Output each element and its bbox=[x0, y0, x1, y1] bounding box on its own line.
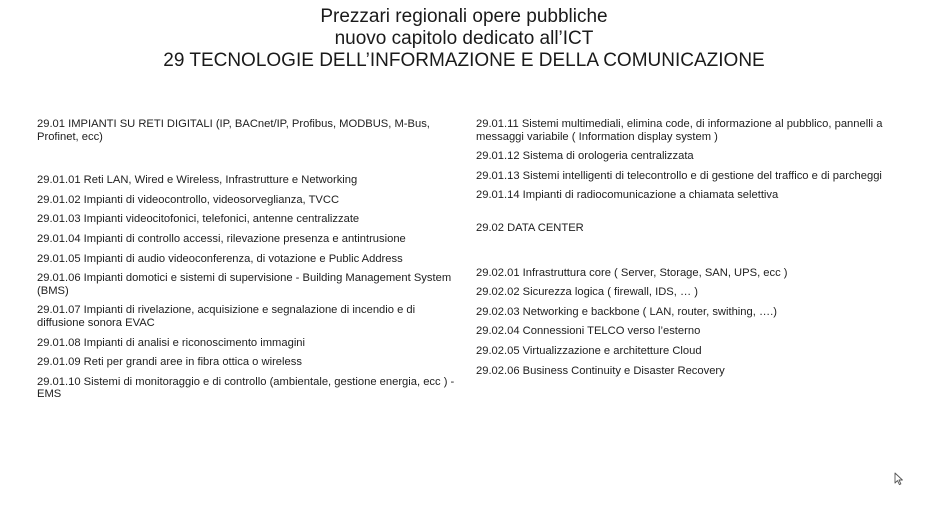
list-item: 29.02.05 Virtualizzazione e architetture Cloud bbox=[476, 344, 702, 357]
list-item: 29.02.02 Sicurezza logica ( firewall, IDS, … ) bbox=[476, 286, 698, 299]
list-item: 29.01.01 Reti LAN, Wired e Wireless, Infrastrutture e Networking bbox=[37, 174, 358, 187]
mouse-pointer-icon bbox=[894, 472, 904, 486]
list-item: 29.01.14 Impianti di radiocomunicazione a chiamata selettiva bbox=[476, 189, 779, 202]
list-item: 29.01.11 Sistemi multimediali, elimina code, di informazione al pubblico, pannelli a messaggi variabile ( Information display system ) bbox=[476, 118, 883, 143]
list-item: 29.01.05 Impianti di audio videoconferenza, di votazione e Public Address bbox=[37, 252, 403, 265]
list-item: 29.01.10 Sistemi di monitoraggio e di controllo (ambientale, gestione energia, ecc ) - EMS bbox=[37, 375, 455, 401]
list-item: 29.01.04 Impianti di controllo accessi, rilevazione presenza e antintrusione bbox=[37, 232, 406, 245]
list-item: 29.02.01 Infrastruttura core ( Server, Storage, SAN, UPS, ecc ) bbox=[476, 266, 788, 279]
title-line-1: Prezzari regionali opere pubbliche bbox=[320, 6, 608, 27]
list-item: 29.02.03 Networking e backbone ( LAN, router, swithing, ….) bbox=[476, 305, 777, 318]
list-item: 29.01.13 Sistemi intelligenti di telecontrollo e di gestione del traffico e di parcheggi bbox=[476, 169, 882, 182]
section-heading-29-01: 29.01 IMPIANTI SU RETI DIGITALI (IP, BACnet/IP, Profibus, MODBUS, M-Bus, Profinet, ecc) bbox=[37, 118, 430, 143]
list-item: 29.02.06 Business Continuity e Disaster Recovery bbox=[476, 364, 725, 377]
title-line-3: 29 TECNOLOGIE DELL’INFORMAZIONE E DELLA COMUNICAZIONE bbox=[163, 50, 765, 71]
list-item: 29.01.03 Impianti videocitofonici, telefonici, antenne centralizzate bbox=[37, 213, 360, 226]
list-item: 29.01.07 Impianti di rivelazione, acquisizione e segnalazione di incendio e di diffusione sonora EVAC bbox=[37, 304, 416, 329]
left-column bbox=[37, 118, 457, 408]
list-item: 29.01.02 Impianti di videocontrollo, videosorveglianza, TVCC bbox=[37, 193, 340, 206]
slide-title bbox=[0, 6, 928, 72]
section-heading-29-02: 29.02 DATA CENTER bbox=[476, 221, 584, 234]
list-item: 29.01.12 Sistema di orologeria centralizzata bbox=[476, 150, 694, 163]
list-item: 29.02.04 Connessioni TELCO verso l’esterno bbox=[476, 325, 701, 338]
list-item: 29.01.08 Impianti di analisi e riconoscimento immagini bbox=[37, 336, 306, 349]
list-item: 29.01.06 Impianti domotici e sistemi di supervisione - Building Management System (BMS) bbox=[37, 272, 452, 297]
right-column bbox=[476, 118, 896, 384]
list-item: 29.01.09 Reti per grandi aree in fibra ottica o wireless bbox=[37, 356, 302, 369]
title-line-2: nuovo capitolo dedicato all’ICT bbox=[334, 28, 594, 49]
